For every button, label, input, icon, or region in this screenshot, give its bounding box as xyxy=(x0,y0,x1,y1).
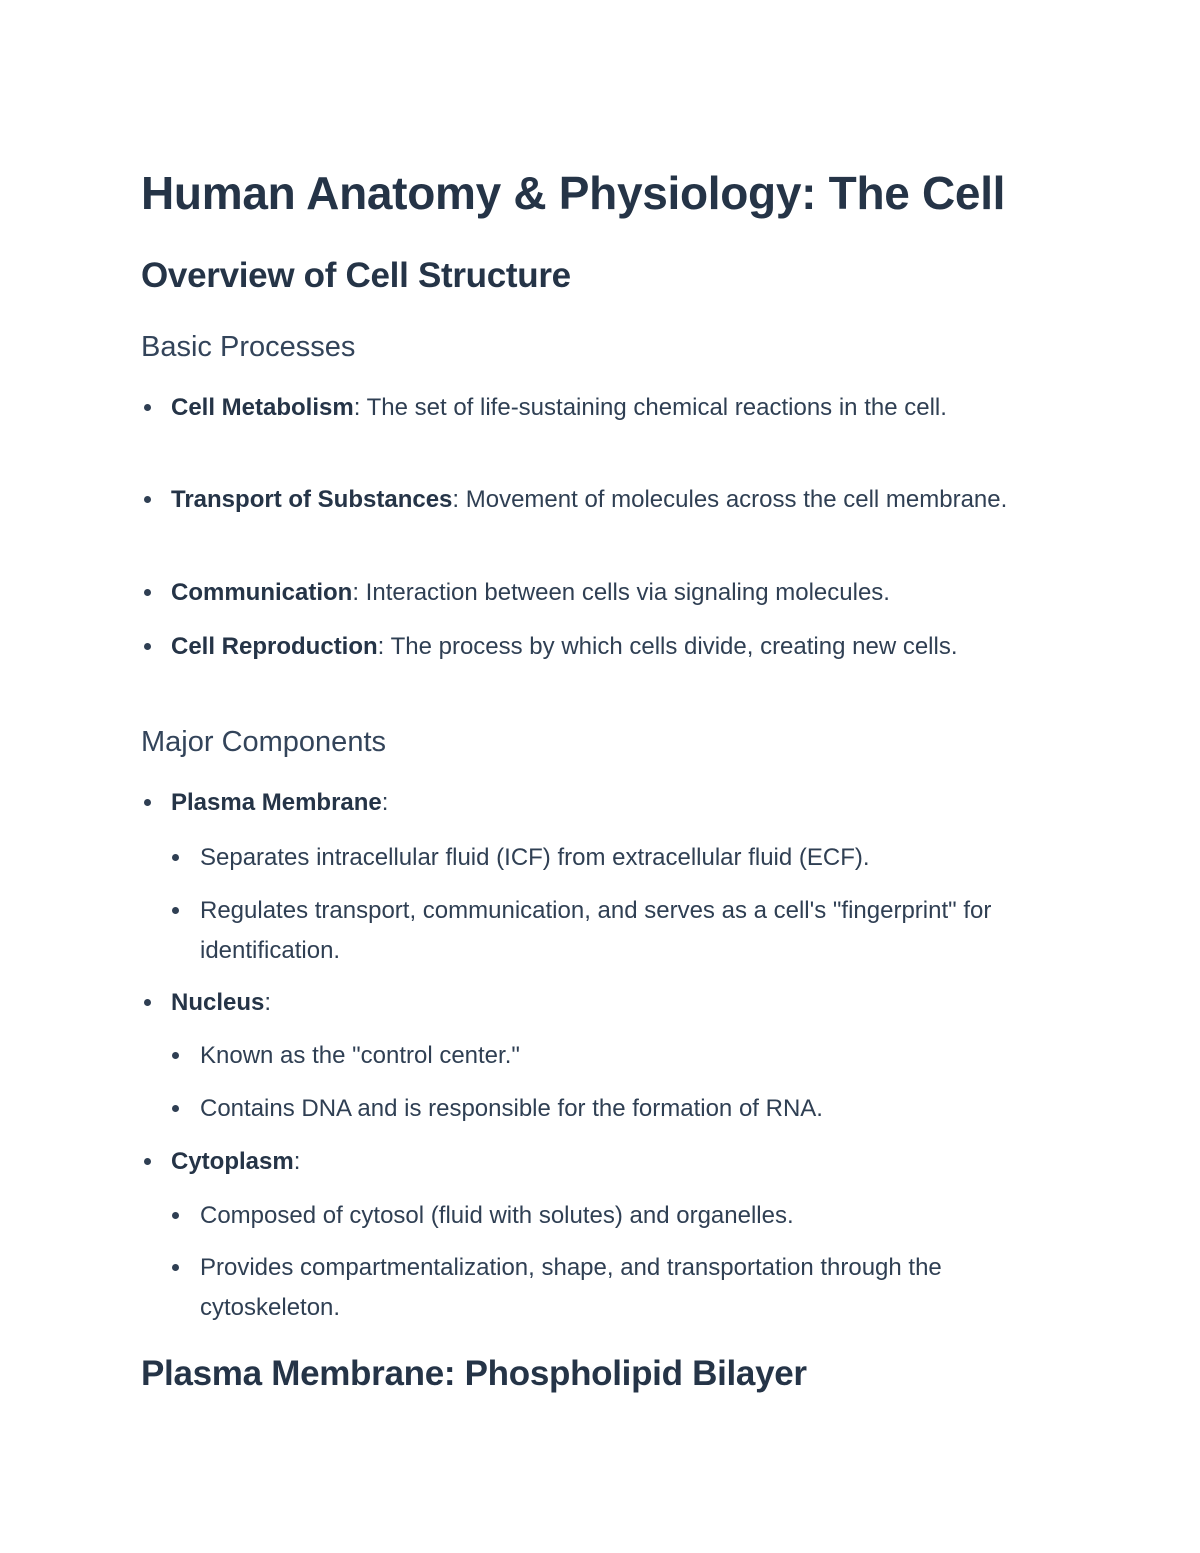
list-item-text: : Movement of molecules across the cell membrane. xyxy=(452,486,1008,513)
bullet-icon xyxy=(172,1105,179,1112)
section-heading-phospholipid-bilayer: Plasma Membrane: Phospholipid Bilayer xyxy=(141,1354,807,1393)
section-heading-overview: Overview of Cell Structure xyxy=(141,256,571,295)
list-item-suffix: : xyxy=(293,1148,301,1175)
list-item-term: Communication xyxy=(171,579,353,606)
list-item-communication xyxy=(171,573,1031,613)
list-item-term: Cell Metabolism xyxy=(171,394,354,421)
sub-list-item-text: Known as the "control center." xyxy=(200,1042,520,1069)
list-item-text: : Interaction between cells via signaling molecules. xyxy=(352,579,890,606)
bullet-icon xyxy=(144,404,151,411)
list-item-term: Transport of Substances xyxy=(171,486,453,513)
sub-list-item xyxy=(200,1196,1030,1236)
bullet-icon xyxy=(144,799,151,806)
sub-list-item xyxy=(200,1248,1030,1328)
page-title: Human Anatomy & Physiology: The Cell xyxy=(141,167,1006,219)
bullet-icon xyxy=(172,1052,179,1059)
sub-list-item-text: Contains DNA and is responsible for the formation of RNA. xyxy=(200,1095,823,1122)
list-item-text: : The set of life-sustaining chemical reactions in the cell. xyxy=(353,394,947,421)
bullet-icon xyxy=(172,907,179,914)
sub-list-item xyxy=(200,891,1030,971)
subheading-basic-processes: Basic Processes xyxy=(141,331,356,363)
list-item-term: Cytoplasm xyxy=(171,1148,294,1175)
sub-list-item xyxy=(200,838,1030,878)
bullet-icon xyxy=(172,1212,179,1219)
bullet-icon xyxy=(172,1264,179,1271)
bullet-icon xyxy=(144,1158,151,1165)
subheading-major-components: Major Components xyxy=(141,726,386,758)
sub-list-item-text: Provides compartmentalization, shape, and transportation through the cytoskeleton. xyxy=(200,1254,942,1321)
sub-list-item-text: Separates intracellular fluid (ICF) from extracellular fluid (ECF). xyxy=(200,844,870,871)
bullet-icon xyxy=(144,589,151,596)
list-item-suffix: : xyxy=(264,989,272,1016)
list-item-cell-metabolism xyxy=(171,388,1031,428)
list-item-nucleus xyxy=(171,983,1031,1023)
sub-list-item-text: Composed of cytosol (fluid with solutes) and organelles. xyxy=(200,1202,794,1229)
list-item-suffix: : xyxy=(381,789,389,816)
list-item-term: Nucleus xyxy=(171,989,265,1016)
bullet-icon xyxy=(144,496,151,503)
sub-list-item-text: Regulates transport, communication, and serves as a cell's "fingerprint" for identification. xyxy=(200,897,992,964)
list-item-transport xyxy=(171,480,1031,520)
list-item-term: Cell Reproduction xyxy=(171,633,378,660)
list-item-term: Plasma Membrane xyxy=(171,789,382,816)
list-item-plasma-membrane xyxy=(171,783,1031,823)
list-item-cytoplasm xyxy=(171,1142,1031,1182)
list-item-cell-reproduction xyxy=(171,627,1031,667)
bullet-icon xyxy=(172,854,179,861)
bullet-icon xyxy=(144,999,151,1006)
sub-list-item xyxy=(200,1036,1030,1076)
bullet-icon xyxy=(144,643,151,650)
list-item-text: : The process by which cells divide, creating new cells. xyxy=(377,633,958,660)
sub-list-item xyxy=(200,1089,1030,1129)
